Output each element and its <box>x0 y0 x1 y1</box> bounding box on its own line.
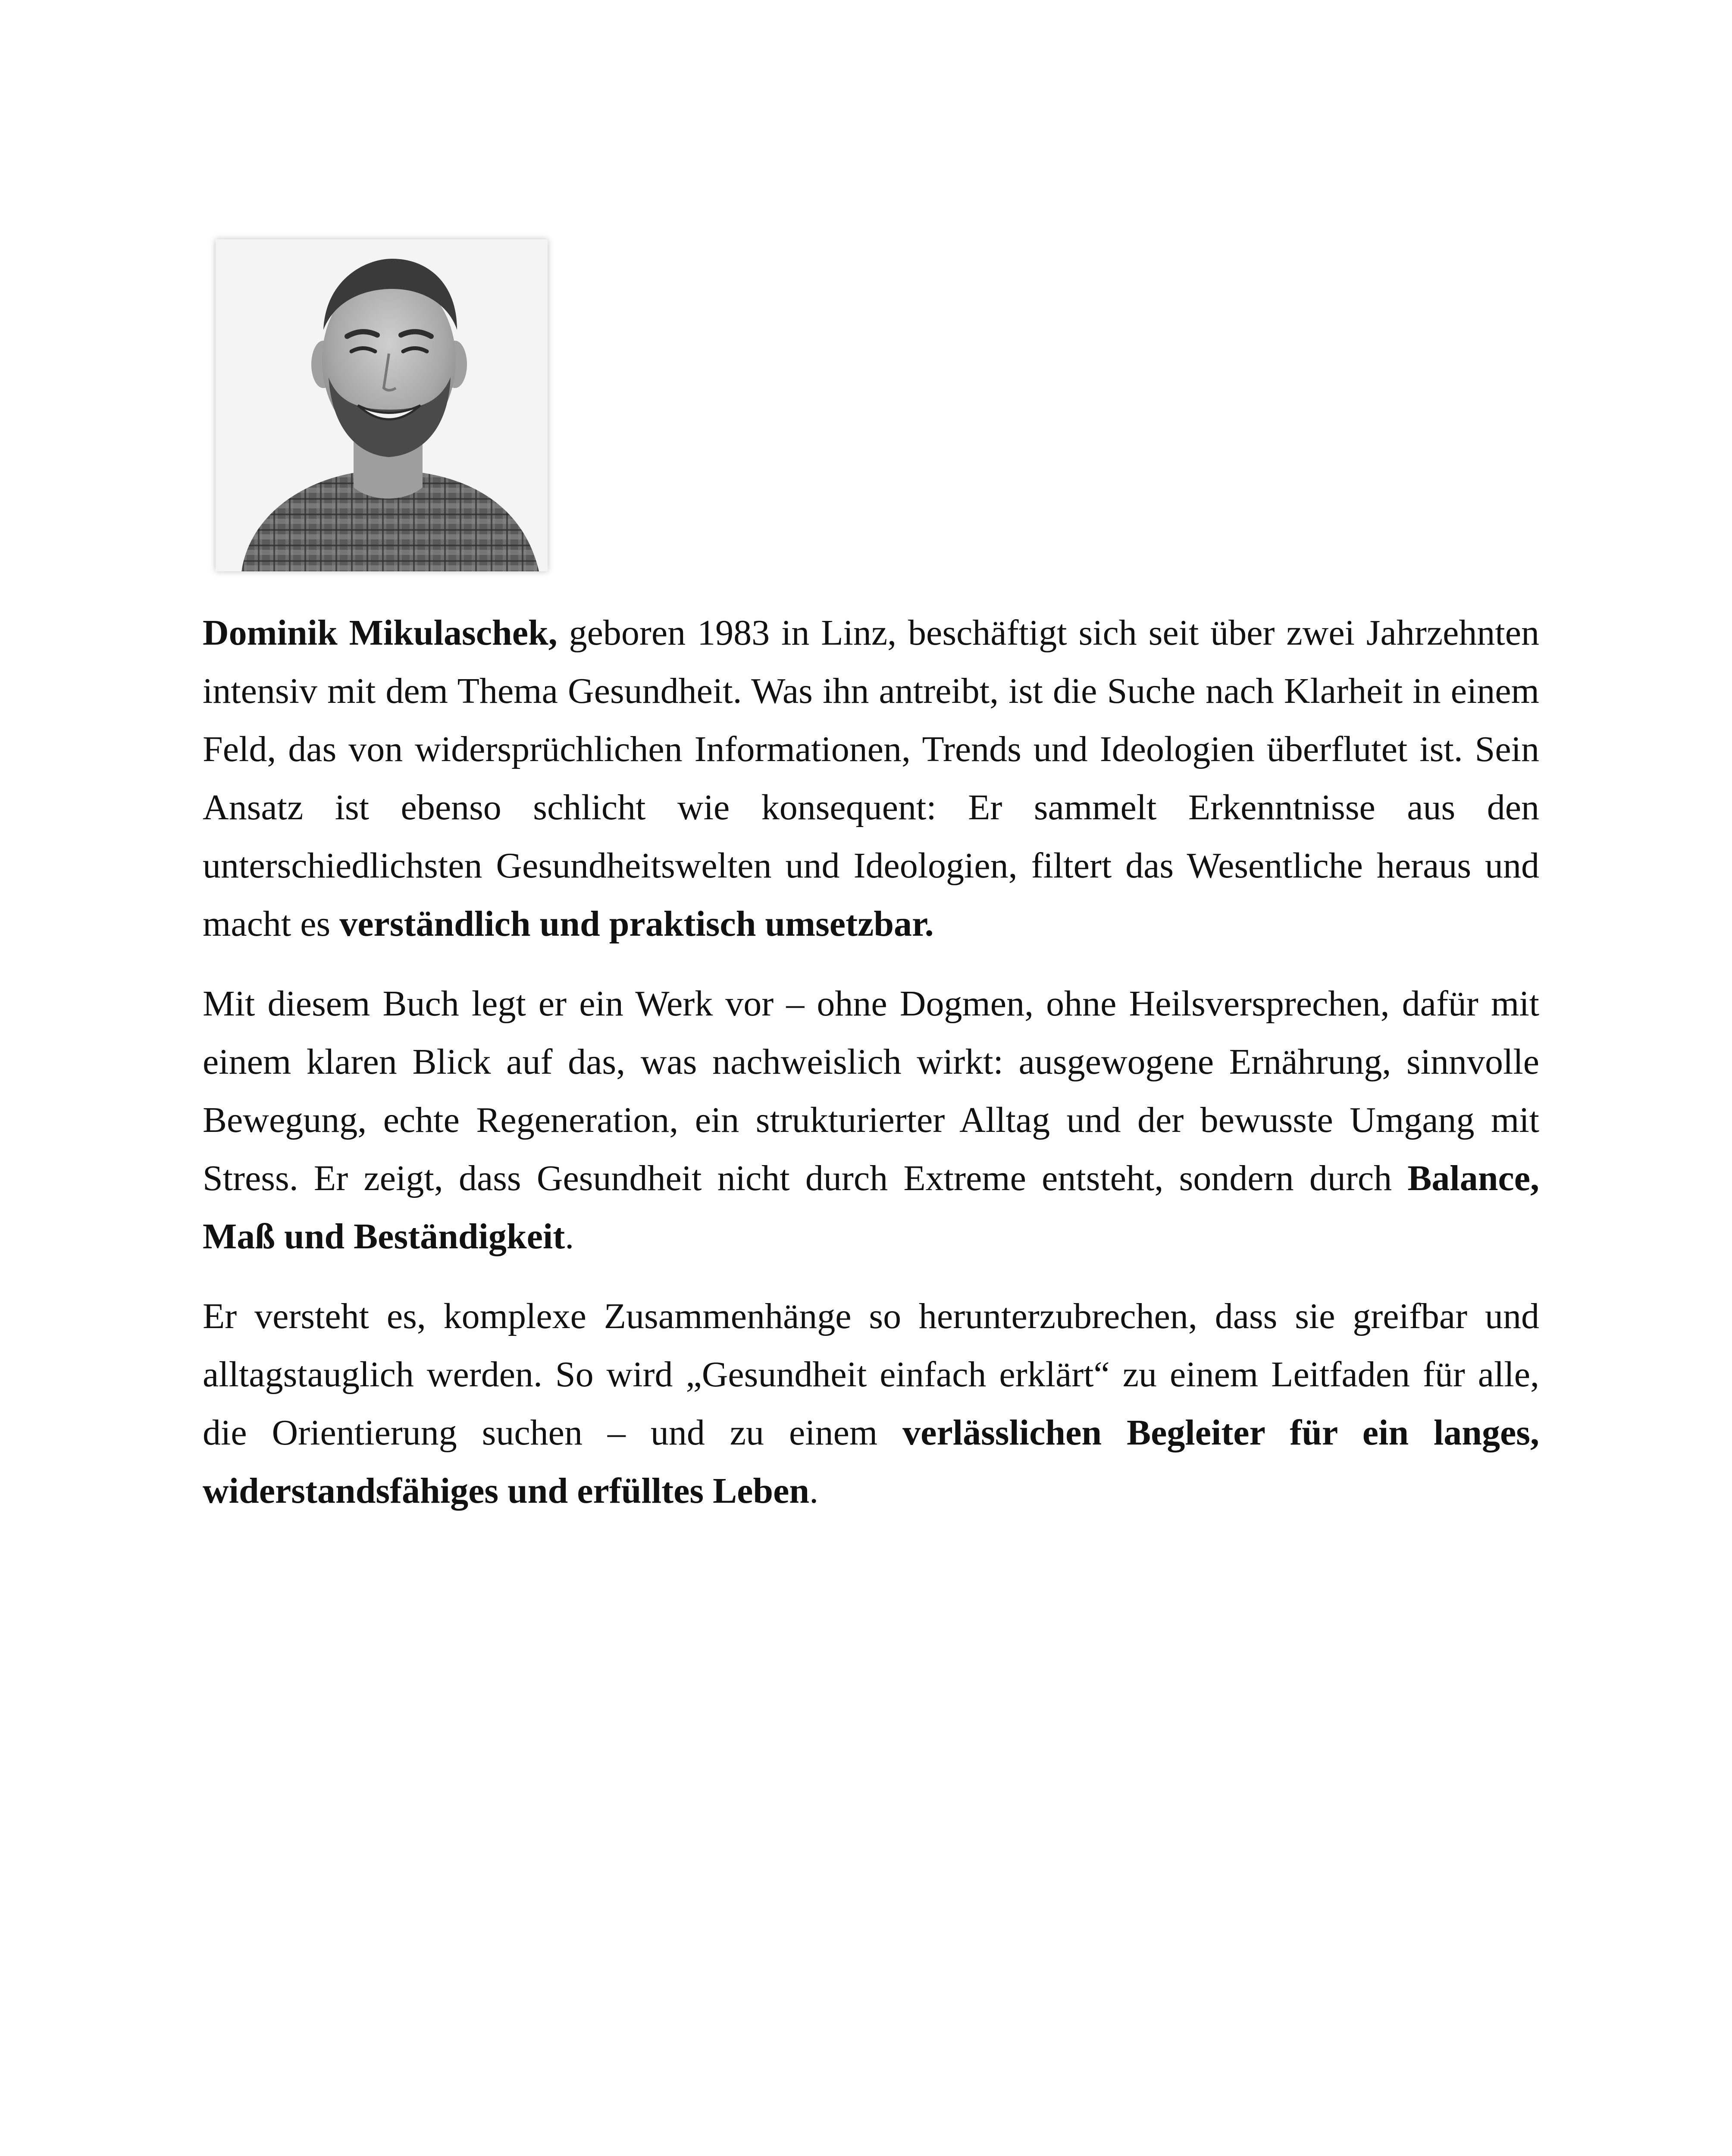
author-photo <box>216 239 548 571</box>
author-name: Dominik Mikulaschek, <box>203 613 557 653</box>
bio-emphasis: Balance, Maß und Beständigkeit <box>203 1158 1539 1257</box>
bio-paragraph-3 <box>203 1287 1539 1520</box>
bio-paragraph-2 <box>203 975 1539 1266</box>
bio-text: Er versteht es, komplexe Zusammenhänge so herunterzubrechen, dass sie greifbar und alltagstauglich werden. So wird „Gesundheit einfach erklärt“ zu einem Leitfaden für alle, die Orientierung suchen – und zu einem <box>203 1296 1539 1453</box>
bio-paragraph-1 <box>203 604 1539 953</box>
bio-punctuation: . <box>809 1471 819 1511</box>
author-bio <box>203 604 1539 1542</box>
bio-punctuation: . <box>565 1216 574 1257</box>
bio-emphasis: verlässlichen Begleiter für ein langes, widerstandsfähiges und erfülltes Leben <box>203 1413 1539 1511</box>
author-portrait-icon <box>216 239 548 571</box>
bio-text: Mit diesem Buch legt er ein Werk vor – ohne Dogmen, ohne Heilsversprechen, dafür mit einem klaren Blick auf das, was nachweislich wirkt: ausgewogene Ernährung, sinnvolle Bewegung, echte Regeneration, ein strukturierter Alltag und der bewusste Umgang mit Stress. Er zeigt, dass Gesundheit nicht durch Extreme entsteht, sondern durch <box>203 984 1539 1198</box>
bio-emphasis: verständlich und praktisch umsetzbar. <box>339 904 934 944</box>
bio-text: geboren 1983 in Linz, beschäftigt sich seit über zwei Jahrzehnten intensiv mit dem Thema Gesundheit. Was ihn antreibt, ist die Suche nach Klarheit in einem Feld, das von widersprüchlichen Informationen, Trends und Ideologien überflutet ist. Sein Ansatz ist ebenso schlicht wie konsequent: Er sammelt Erkenntnisse aus den unterschiedlichsten Gesundheitswelten und Ideologien, filtert das Wesentliche heraus und macht es <box>203 613 1540 944</box>
